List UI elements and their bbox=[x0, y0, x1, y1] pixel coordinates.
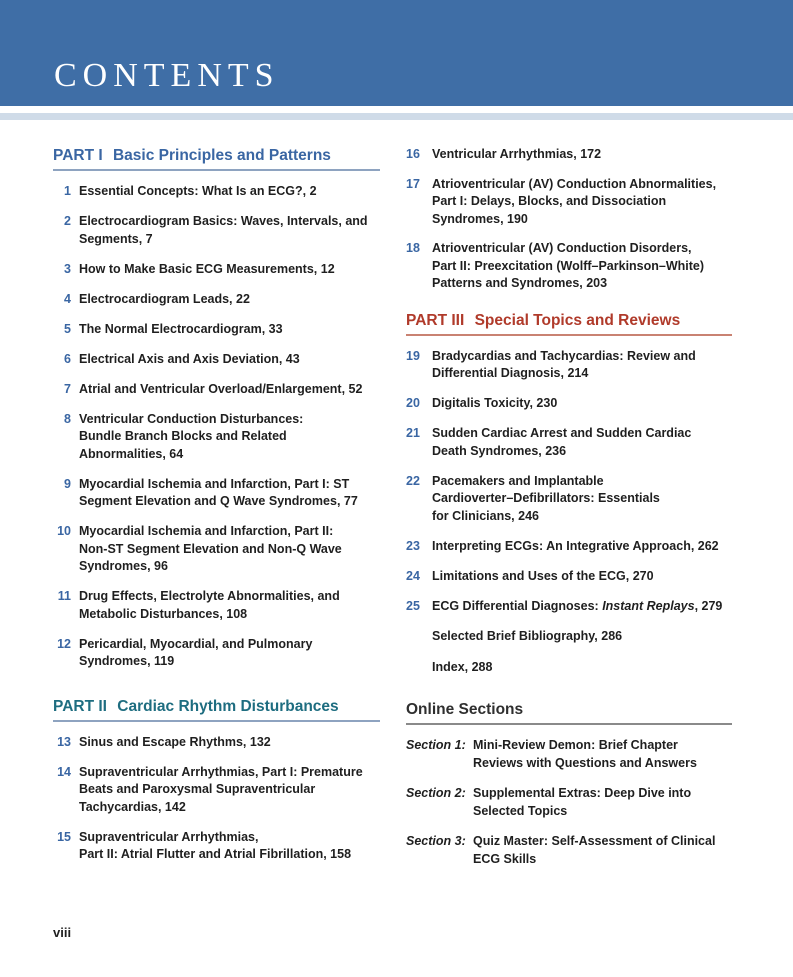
chapter-number: 13 bbox=[57, 734, 71, 749]
chapter-title-line: Part II: Preexcitation (Wolff–Parkinson–White) bbox=[432, 258, 705, 273]
chapter-title-line: Cardioverter–Defibrillators: Essentials bbox=[432, 491, 660, 505]
chapter-title bbox=[432, 395, 732, 413]
toc-entry[interactable] bbox=[53, 381, 380, 399]
chapter-title bbox=[79, 764, 380, 817]
chapter-title-line: Ventricular Conduction Disturbances: bbox=[79, 411, 304, 426]
chapter-title-line: How to Make Basic ECG Measurements, 12 bbox=[79, 261, 335, 276]
section-title-line: Supplemental Extras: Deep Dive into bbox=[473, 786, 692, 800]
toc-entry[interactable] bbox=[53, 764, 380, 817]
chapter-number: 17 bbox=[406, 176, 420, 191]
chapter-title-line: Part I: Delays, Blocks, and Dissociation bbox=[432, 194, 667, 208]
chapter-title bbox=[79, 381, 380, 399]
chapter-title-line: Ventricular Arrhythmias, 172 bbox=[432, 147, 602, 161]
toc-entry[interactable] bbox=[406, 598, 732, 616]
chapter-title-line: Myocardial Ischemia and Infarction, Part I: ST bbox=[79, 476, 350, 491]
section-label: Section 1: bbox=[406, 738, 466, 752]
chapter-title bbox=[432, 538, 732, 556]
bibliography-entry[interactable] bbox=[406, 628, 732, 646]
chapter-title-line: Supraventricular Arrhythmias, Part I: Premature bbox=[79, 764, 363, 779]
online-section-entry[interactable] bbox=[406, 833, 732, 868]
chapter-number: 23 bbox=[406, 538, 420, 553]
chapter-number: 22 bbox=[406, 473, 420, 488]
chapter-title-line: Bundle Branch Blocks and Related bbox=[79, 429, 287, 443]
chapter-title bbox=[79, 636, 380, 671]
toc-entry[interactable] bbox=[53, 351, 380, 369]
chapter-title bbox=[79, 523, 380, 576]
header-divider-light bbox=[0, 113, 793, 120]
chapter-title-line: Metabolic Disturbances, 108 bbox=[79, 606, 248, 621]
chapter-title-line: Sudden Cardiac Arrest and Sudden Cardiac bbox=[432, 426, 692, 440]
part3-label: PART III bbox=[406, 311, 465, 329]
chapter-title bbox=[79, 476, 380, 511]
toc-entry[interactable] bbox=[53, 829, 380, 864]
online-heading bbox=[406, 700, 732, 725]
chapter-number: 16 bbox=[406, 147, 420, 161]
chapter-title bbox=[79, 734, 380, 752]
chapter-title-line: Segments, 7 bbox=[79, 231, 153, 246]
toc-entry[interactable] bbox=[406, 568, 732, 586]
chapter-title-italic: Instant Replays bbox=[602, 598, 695, 613]
section-title-line: Reviews with Questions and Answers bbox=[473, 755, 697, 770]
chapter-title-line: Supraventricular Arrhythmias, bbox=[79, 829, 259, 844]
chapter-title-line: Interpreting ECGs: An Integrative Approach, 262 bbox=[432, 538, 719, 553]
chapter-number: 24 bbox=[406, 568, 420, 583]
chapter-title bbox=[79, 411, 380, 464]
chapter-title-line: The Normal Electrocardiogram, 33 bbox=[79, 321, 283, 336]
chapter-title-line: Drug Effects, Electrolyte Abnormalities, and bbox=[79, 589, 340, 603]
chapter-title-line: Tachycardias, 142 bbox=[79, 799, 186, 814]
chapter-title-line: Atrioventricular (AV) Conduction Abnormalities, bbox=[432, 176, 717, 191]
section-title-line: Quiz Master: Self-Assessment of Clinical bbox=[473, 834, 716, 848]
entry-indent bbox=[406, 628, 432, 646]
section-label: Section 2: bbox=[406, 786, 466, 800]
left-column bbox=[53, 146, 380, 864]
chapter-title-line: Electrocardiogram Leads, 22 bbox=[79, 291, 250, 306]
chapter-title bbox=[432, 240, 732, 293]
chapter-title-line: Electrocardiogram Basics: Waves, Intervals, and bbox=[79, 214, 368, 228]
chapter-number: 20 bbox=[406, 396, 420, 410]
section-title bbox=[473, 737, 732, 772]
chapter-number: 4 bbox=[64, 291, 71, 306]
chapter-title-line: Patterns and Syndromes, 203 bbox=[432, 276, 608, 290]
toc-entry[interactable] bbox=[53, 213, 380, 248]
chapter-title-line: Death Syndromes, 236 bbox=[432, 443, 567, 458]
chapter-number: 21 bbox=[406, 426, 420, 440]
toc-entry[interactable] bbox=[53, 588, 380, 623]
toc-entry[interactable] bbox=[406, 473, 732, 526]
chapter-title-line: Myocardial Ischemia and Infarction, Part II: bbox=[79, 524, 334, 538]
chapter-number: 25 bbox=[406, 598, 420, 613]
toc-entry[interactable] bbox=[406, 240, 732, 293]
chapter-title-line: Bradycardias and Tachycardias: Review and bbox=[432, 348, 696, 363]
chapter-title-line: Syndromes, 190 bbox=[432, 211, 528, 226]
online-section-entry[interactable] bbox=[406, 737, 732, 772]
chapter-title-line: Pacemakers and Implantable bbox=[432, 473, 604, 488]
part1-heading bbox=[53, 146, 380, 171]
chapter-title-line: Electrical Axis and Axis Deviation, 43 bbox=[79, 351, 300, 366]
chapter-number: 3 bbox=[64, 261, 71, 276]
part3-entry-list bbox=[406, 348, 732, 677]
chapter-number: 10 bbox=[57, 524, 71, 538]
online-title: Online Sections bbox=[406, 701, 524, 718]
part2-entry-list bbox=[53, 734, 380, 864]
section-label-text: Section 2 bbox=[406, 786, 462, 800]
toc-entry[interactable] bbox=[406, 395, 732, 413]
section-label-text: Section 3 bbox=[406, 834, 462, 848]
chapter-number: 6 bbox=[64, 351, 71, 366]
chapter-title bbox=[79, 829, 380, 864]
part3-title: Special Topics and Reviews bbox=[474, 311, 681, 329]
page-title: CONTENTS bbox=[54, 57, 280, 94]
chapter-number: 12 bbox=[57, 636, 71, 651]
chapter-title-line: Differential Diagnosis, 214 bbox=[432, 366, 589, 380]
chapter-title-line: Non-ST Segment Elevation and Non-Q Wave bbox=[79, 541, 342, 556]
entry-title: Index, 288 bbox=[432, 659, 493, 674]
chapter-number: 1 bbox=[64, 184, 71, 198]
toc-entry[interactable] bbox=[53, 636, 380, 671]
chapter-title bbox=[79, 588, 380, 623]
section-label-text: Section 1 bbox=[406, 738, 462, 752]
section-title bbox=[473, 833, 732, 868]
chapter-title-line: Limitations and Uses of the ECG, 270 bbox=[432, 568, 654, 583]
chapter-title-text: ECG Differential Diagnoses: bbox=[432, 598, 603, 613]
toc-entry[interactable] bbox=[406, 348, 732, 383]
index-entry[interactable] bbox=[406, 659, 732, 677]
chapter-title-line: Syndromes, 96 bbox=[79, 559, 168, 573]
toc-entry[interactable] bbox=[53, 321, 380, 339]
header-divider-white bbox=[0, 106, 793, 113]
part3-heading bbox=[406, 311, 732, 336]
chapter-title bbox=[432, 146, 732, 164]
chapter-title bbox=[432, 473, 732, 526]
toc-entry[interactable] bbox=[53, 411, 380, 464]
page-number: viii bbox=[53, 925, 72, 940]
toc-entry[interactable] bbox=[53, 734, 380, 752]
chapter-title bbox=[79, 261, 380, 279]
chapter-title-line: Syndromes, 119 bbox=[79, 654, 175, 668]
section-title-line: ECG Skills bbox=[473, 851, 537, 866]
chapter-title bbox=[432, 176, 732, 229]
chapter-number: 18 bbox=[406, 241, 420, 255]
chapter-title bbox=[79, 291, 380, 309]
part1-entry-list bbox=[53, 183, 380, 671]
chapter-number: 15 bbox=[57, 829, 71, 844]
chapter-title-line: Digitalis Toxicity, 230 bbox=[432, 396, 558, 410]
chapter-title bbox=[79, 321, 380, 339]
chapter-title-line: Atrial and Ventricular Overload/Enlargement, 52 bbox=[79, 381, 363, 396]
chapter-title-line: Essential Concepts: What Is an ECG?, 2 bbox=[79, 184, 317, 198]
toc-entry[interactable] bbox=[53, 476, 380, 511]
chapter-number: 11 bbox=[57, 589, 71, 603]
chapter-title bbox=[79, 351, 380, 369]
chapter-number: 7 bbox=[64, 381, 71, 396]
chapter-number: 2 bbox=[64, 214, 71, 228]
chapter-number: 19 bbox=[406, 348, 420, 363]
entry-indent bbox=[406, 659, 432, 677]
chapter-page: , 279 bbox=[694, 598, 723, 613]
toc-entry[interactable] bbox=[406, 425, 732, 460]
chapter-title-line bbox=[432, 598, 732, 616]
right-column bbox=[406, 146, 732, 868]
toc-entry[interactable] bbox=[406, 176, 732, 229]
chapter-title bbox=[432, 425, 732, 460]
chapter-title-line: Sinus and Escape Rhythms, 132 bbox=[79, 734, 271, 749]
toc-entry[interactable] bbox=[53, 183, 380, 201]
chapter-title-line: Segment Elevation and Q Wave Syndromes, 77 bbox=[79, 494, 358, 508]
section-title-line: Selected Topics bbox=[473, 803, 568, 818]
chapter-title bbox=[79, 183, 380, 201]
part2-heading bbox=[53, 697, 380, 722]
part1-title: Basic Principles and Patterns bbox=[112, 147, 331, 164]
entry-title: Selected Brief Bibliography, 286 bbox=[432, 629, 623, 643]
part1-label: PART I bbox=[53, 147, 103, 164]
toc-entry[interactable] bbox=[53, 523, 380, 576]
chapter-title-line: Abnormalities, 64 bbox=[79, 446, 184, 461]
toc-entry[interactable] bbox=[406, 146, 732, 164]
chapter-number: 5 bbox=[64, 321, 71, 336]
header-banner bbox=[0, 0, 793, 106]
chapter-number: 14 bbox=[57, 764, 71, 779]
chapter-title-line: Beats and Paroxysmal Supraventricular bbox=[79, 782, 316, 796]
part2-continued-list bbox=[406, 146, 732, 293]
toc-entry[interactable] bbox=[53, 291, 380, 309]
chapter-number: 9 bbox=[64, 476, 71, 491]
chapter-title-line: for Clinicians, 246 bbox=[432, 508, 539, 523]
chapter-title-line: Atrioventricular (AV) Conduction Disorders, bbox=[432, 241, 692, 255]
section-title bbox=[473, 785, 732, 820]
chapter-number: 8 bbox=[64, 411, 71, 426]
section-label: Section 3: bbox=[406, 834, 466, 848]
section-title-line: Mini-Review Demon: Brief Chapter bbox=[473, 738, 678, 752]
chapter-title bbox=[432, 568, 732, 586]
part2-title: Cardiac Rhythm Disturbances bbox=[117, 697, 339, 715]
toc-entry[interactable] bbox=[406, 538, 732, 556]
part2-label: PART II bbox=[53, 697, 107, 715]
chapter-title-line: Pericardial, Myocardial, and Pulmonary bbox=[79, 636, 313, 651]
online-section-entry[interactable] bbox=[406, 785, 732, 820]
chapter-title-line: Part II: Atrial Flutter and Atrial Fibrillation, 158 bbox=[79, 847, 352, 861]
chapter-title bbox=[432, 348, 732, 383]
online-section-list bbox=[406, 737, 732, 868]
chapter-title bbox=[432, 598, 732, 616]
toc-entry[interactable] bbox=[53, 261, 380, 279]
chapter-title bbox=[79, 213, 380, 248]
